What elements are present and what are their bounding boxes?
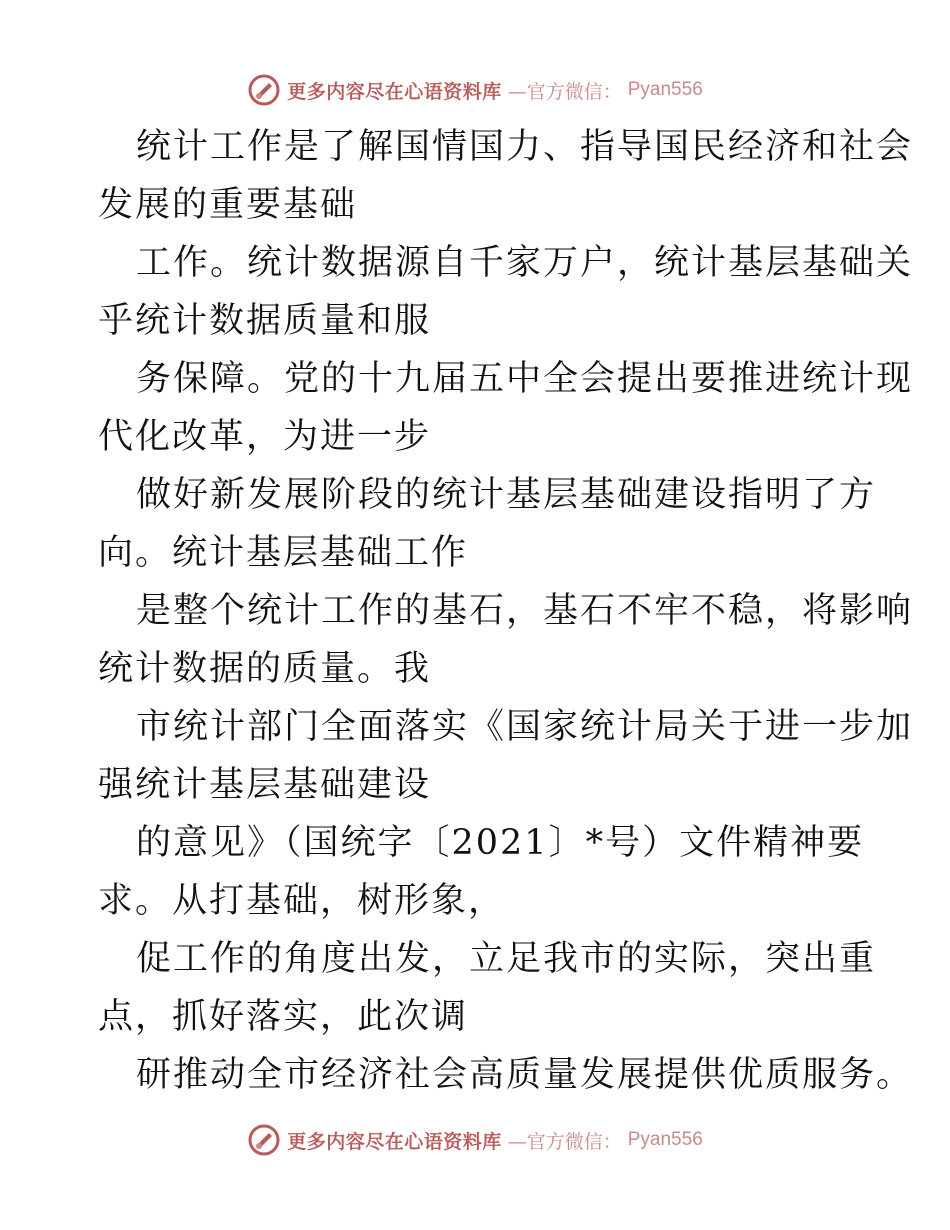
- body-line: 工作。统计数据源自千家万户，统计基层基础关: [136, 243, 914, 283]
- document-body: [98, 118, 914, 1104]
- body-line: 点，抓好落实，此次调: [98, 997, 469, 1037]
- header-banner-wechat-id: Pyan556: [627, 79, 703, 100]
- body-line: 求。从打基础，树形象，: [98, 881, 506, 921]
- body-line: 市统计部门全面落实《国家统计局关于进一步加: [136, 707, 914, 747]
- footer-banner-sub-text: —官方微信：: [507, 1130, 622, 1153]
- body-line: 乎统计数据质量和服: [98, 301, 432, 341]
- body-line: 的意见》（国统字〔2021〕*号）文件精神要: [136, 823, 865, 863]
- logo-icon: [247, 73, 281, 107]
- body-line: 统计工作是了解国情国力、指导国民经济和社会: [136, 127, 914, 167]
- body-line: 做好新发展阶段的统计基层基础建设指明了方: [136, 475, 877, 515]
- body-line: 强统计基层基础建设: [98, 765, 432, 805]
- header-banner-sub-text: —官方微信：: [507, 80, 622, 103]
- logo-icon: [247, 1123, 281, 1157]
- body-line: 发展的重要基础: [98, 185, 358, 225]
- body-line: 向。统计基层基础工作: [98, 533, 469, 573]
- footer-watermark-banner: [0, 1120, 950, 1160]
- header-banner-main-text: 更多内容尽在心语资料库: [287, 80, 502, 103]
- footer-banner-main-text: 更多内容尽在心语资料库: [287, 1130, 502, 1153]
- header-watermark-banner: [0, 70, 950, 110]
- footer-banner-wechat-id: Pyan556: [627, 1129, 703, 1150]
- body-line: 务保障。党的十九届五中全会提出要推进统计现: [136, 359, 914, 399]
- body-line: 统计数据的质量。我: [98, 649, 432, 689]
- body-line: 是整个统计工作的基石，基石不牢不稳，将影响: [136, 591, 914, 631]
- body-line: 促工作的角度出发，立足我市的实际，突出重: [136, 939, 877, 979]
- body-line: 研推动全市经济社会高质量发展提供优质服务。: [136, 1055, 914, 1095]
- body-line: 代化改革，为进一步: [98, 417, 432, 457]
